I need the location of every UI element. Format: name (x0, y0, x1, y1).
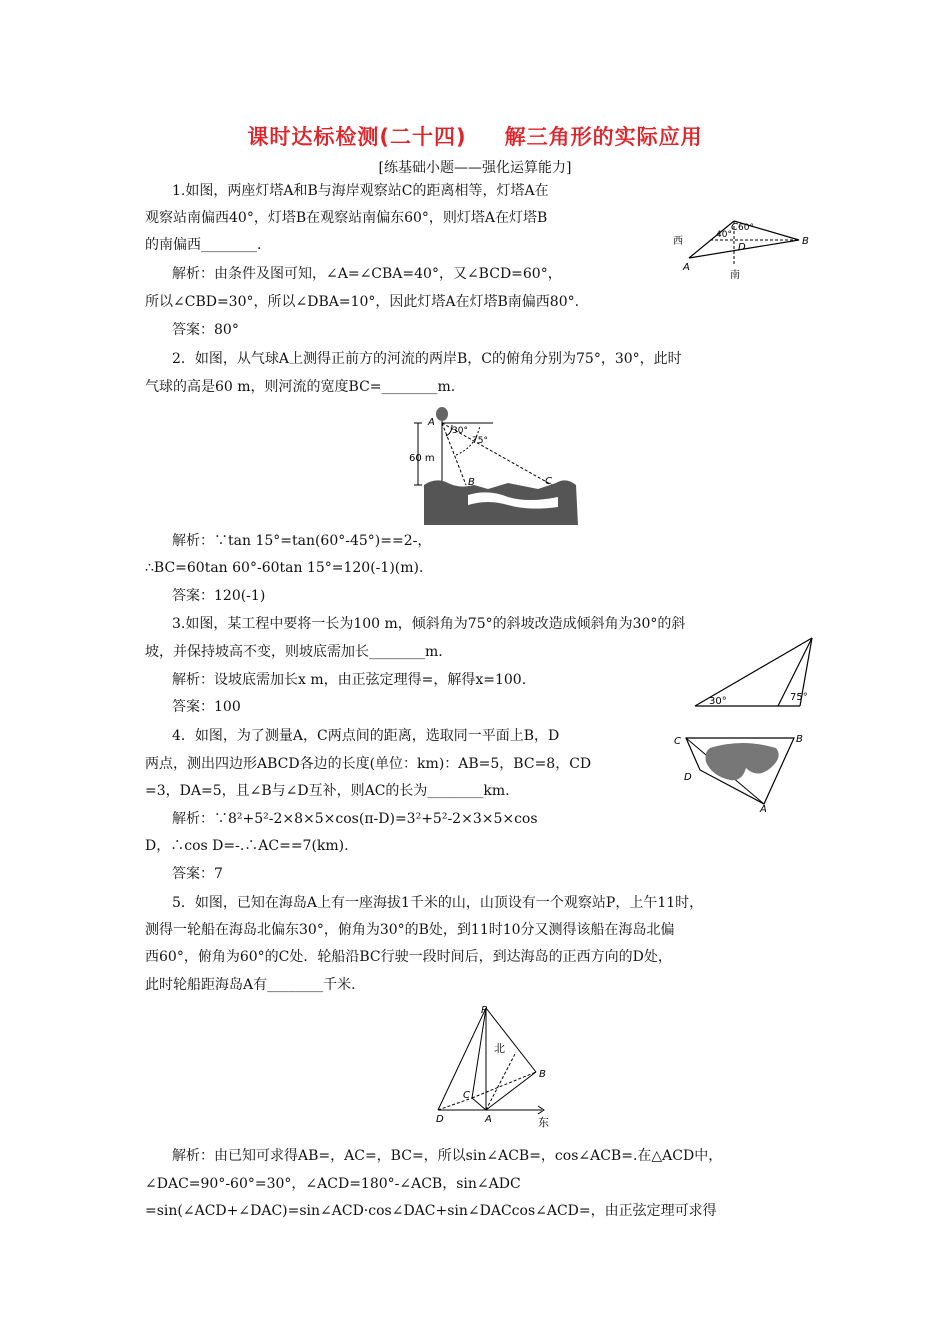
q3-figure (692, 634, 817, 709)
q5-label-east: 东 (538, 1116, 549, 1129)
q2-label-30: 30° (452, 426, 468, 436)
q1-solution-1: 解析：由条件及图可知，∠A=∠CBA=40°，又∠BCD=60°， (172, 266, 562, 282)
q4-label-B: B (796, 734, 803, 745)
q4-line-2: 两点，测出四边形ABCD各边的长度(单位：km)：AB=5，BC=8，CD (145, 756, 592, 772)
q4-solution-1: 解析：∵8²+5²-2×8×5×cos(π-D)=3²+5²-2×3×5×cos (172, 811, 538, 827)
q5-solution-1: 解析：由已知可求得AB=，AC=，BC=，所以sin∠ACB=，cos∠ACB=.在△ACD中， (172, 1148, 723, 1164)
q3-line-2: 坡，并保持坡高不变，则坡底需加长________m. (145, 644, 443, 660)
q5-figure (420, 1000, 560, 1130)
q2-label-B: B (468, 477, 475, 488)
q1-label-B: B (802, 236, 809, 247)
q5-label-north: 北 (494, 1042, 505, 1055)
q4-label-C: C (674, 736, 681, 747)
q4-line-1: 4．如图，为了测量A，C两点间的距离，选取同一平面上B，D (172, 728, 560, 744)
q1-label-A: A (683, 262, 690, 273)
q3-line-1: 3.如图，某工程中要将一长为100 m，倾斜角为75°的斜坡改造成倾斜角为30°的斜 (172, 616, 686, 632)
q2-answer: 答案：120(-1) (172, 588, 266, 604)
q2-line-1: 2．如图，从气球A上测得正前方的河流的两岸B，C的俯角分别为75°，30°，此时 (172, 351, 682, 367)
q1-figure (672, 218, 822, 283)
q2-line-2: 气球的高是60 m，则河流的宽度BC=________m. (145, 379, 456, 395)
q4-label-D: D (684, 772, 692, 783)
q5-label-C: C (463, 1090, 470, 1101)
q4-answer: 答案：7 (172, 866, 223, 882)
q5-solution-3: =sin(∠ACD+∠DAC)=sin∠ACD·cos∠DAC+sin∠DACcos∠ACD=，由正弦定理可求得 (145, 1203, 717, 1219)
q1-label-west: 西 (673, 236, 683, 247)
q2-label-75: 75° (472, 436, 488, 446)
q5-line-4: 此时轮船距海岛A有________千米. (145, 977, 356, 993)
q1-line-2: 观察站南偏西40°，灯塔B在观察站南偏东60°，则灯塔A在灯塔B (145, 210, 548, 226)
q5-line-1: 5．如图，已知在海岛A上有一座海拔1千米的山，山顶设有一个观察站P，上午11时， (172, 895, 704, 911)
q5-label-D: D (436, 1114, 444, 1125)
q1-label-C: C (731, 222, 738, 233)
q2-label-A: A (428, 417, 435, 428)
q2-label-height: 60 m (409, 453, 435, 464)
q1-label-60: 60° (738, 223, 754, 233)
q5-line-3: 西60°，俯角为60°的C处．轮船沿BC行驶一段时间后，到达海岛的正西方向的D处， (145, 949, 672, 965)
q1-line-1: 1.如图，两座灯塔A和B与海岸观察站C的距离相等，灯塔A在 (172, 183, 549, 199)
section-subtitle: [练基础小题——强化运算能力] (378, 160, 572, 176)
q3-solution-1: 解析：设坡底需加长x m，由正弦定理得=，解得x=100. (172, 672, 527, 688)
title-main: 课时达标检测(二十四) (247, 125, 467, 149)
q3-answer: 答案：100 (172, 699, 241, 715)
q5-line-2: 测得一轮船在海岛北偏东30°，俯角为30°的B处，到11时10分又测得该船在海岛北偏 (145, 922, 675, 938)
q1-solution-2: 所以∠CBD=30°，所以∠DBA=10°，因此灯塔A在灯塔B南偏西80°. (145, 294, 580, 310)
q5-label-B: B (539, 1069, 546, 1080)
q1-label-D: D (738, 242, 746, 253)
q5-label-P: P (481, 1005, 488, 1016)
title-topic: 解三角形的实际应用 (504, 125, 703, 149)
q2-solution-1: 解析：∵tan 15°=tan(60°-45°)==2-， (172, 533, 432, 549)
q3-label-75: 75° (790, 692, 808, 703)
q1-label-south: 南 (730, 270, 740, 281)
q4-line-3: =3，DA=5，且∠B与∠D互补，则AC的长为________km. (145, 783, 510, 799)
q2-solution-2: ∴BC=60tan 60°-60tan 15°=120(-1)(m). (145, 560, 424, 576)
q4-figure (672, 728, 812, 816)
q5-label-A: A (485, 1114, 492, 1125)
q3-label-30: 30° (709, 696, 727, 707)
q1-line-3: 的南偏西________. (145, 237, 262, 253)
q4-solution-2: D，∴cos D=-.∴AC==7(km). (145, 838, 349, 854)
page-title (0, 121, 950, 151)
q2-figure (408, 403, 583, 525)
q2-label-C: C (545, 476, 552, 487)
q4-label-A: A (760, 804, 767, 815)
q1-label-40: 40° (716, 230, 732, 240)
q1-answer: 答案：80° (172, 322, 239, 338)
q5-solution-2: ∠DAC=90°-60°=30°，∠ACD=180°-∠ACB，sin∠ADC (145, 1176, 521, 1192)
